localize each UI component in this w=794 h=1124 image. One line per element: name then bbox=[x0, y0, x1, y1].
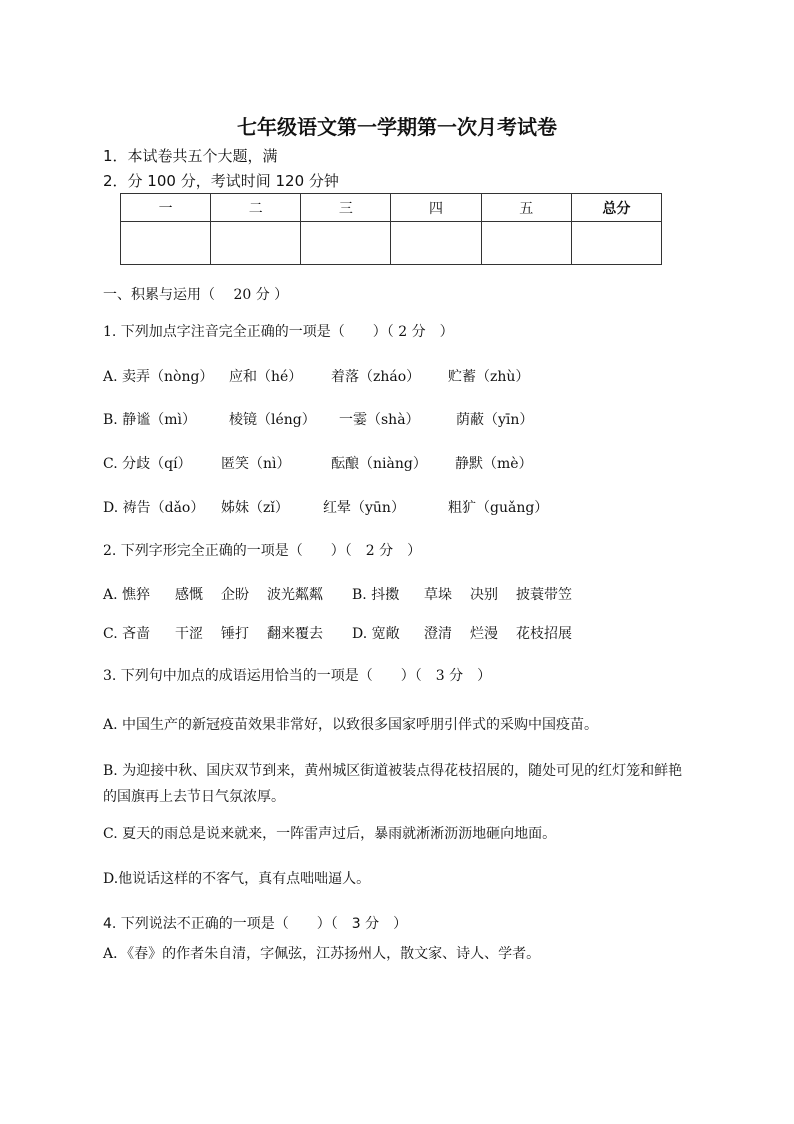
score-cell-2[interactable] bbox=[211, 222, 301, 265]
option-word: 波光粼粼 bbox=[267, 587, 323, 603]
option-word: 感慨 bbox=[175, 587, 203, 603]
question-1-stem: 1. 下列加点字注音完全正确的一项是（ ）（ 2 分 ） bbox=[103, 324, 454, 340]
option-word: 棱镜（léng） bbox=[229, 412, 316, 428]
option-word: 草垛 bbox=[424, 587, 452, 603]
question-1-option-a bbox=[103, 367, 529, 387]
option-word: B. 抖擞 bbox=[352, 587, 400, 603]
option-word: 贮蓄（zhù） bbox=[448, 369, 530, 385]
score-header-4: 四 bbox=[391, 194, 481, 222]
question-1-option-c bbox=[103, 454, 533, 474]
option-word: B. 静谧（mì） bbox=[103, 412, 196, 428]
option-word: 着落（zháo） bbox=[331, 369, 421, 385]
question-4-stem: 4. 下列说法不正确的一项是（ ）（ 3 分 ） bbox=[103, 916, 408, 932]
question-3-option-a: A. 中国生产的新冠疫苗效果非常好，以致很多国家呼朋引伴式的采购中国疫苗。 bbox=[103, 717, 599, 733]
option-word: 披蓑带笠 bbox=[516, 587, 572, 603]
option-word: C. 吝啬 bbox=[103, 626, 151, 642]
option-word: 锤打 bbox=[221, 626, 249, 642]
option-word: 粗犷（guǎng） bbox=[448, 500, 549, 516]
option-word: 烂漫 bbox=[470, 626, 498, 642]
question-3-option-b: B. 为迎接中秋、国庆双节到来，黄州城区街道被装点得花枝招展的，随处可见的红灯笼和鲜艳的国旗再上去节日气氛浓厚。 bbox=[103, 763, 683, 805]
option-word: 花枝招展 bbox=[516, 626, 572, 642]
option-word: 应和（hé） bbox=[229, 369, 303, 385]
option-word: D. 宽敞 bbox=[352, 626, 400, 642]
option-word: A. 卖弄（nòng） bbox=[103, 369, 214, 385]
option-word: 荫蔽（yīn） bbox=[456, 412, 534, 428]
question-3-option-d: D.他说话这样的不客气，真有点咄咄逼人。 bbox=[103, 871, 371, 887]
option-word: C. 分歧（qí） bbox=[103, 456, 192, 472]
page-title: 七年级语文第一学期第一次月考试卷 bbox=[237, 115, 557, 139]
option-word: 决别 bbox=[470, 587, 498, 603]
instruction-1: 1．本试卷共五个大题，满 bbox=[103, 147, 278, 165]
question-3-stem: 3. 下列句中加点的成语运用恰当的一项是（ ）（ 3 分 ） bbox=[103, 668, 492, 684]
score-header-total: 总分 bbox=[571, 194, 661, 222]
score-header-3: 三 bbox=[301, 194, 391, 222]
score-cell-1[interactable] bbox=[121, 222, 211, 265]
score-cell-total[interactable] bbox=[571, 222, 661, 265]
option-word: 翻来覆去 bbox=[267, 626, 323, 642]
score-table-header-row bbox=[121, 194, 662, 222]
option-word: 静默（mè） bbox=[455, 456, 533, 472]
question-1-option-b bbox=[103, 410, 533, 430]
score-header-1: 一 bbox=[121, 194, 211, 222]
option-word: D. 祷告（dǎo） bbox=[103, 500, 205, 516]
score-header-5: 五 bbox=[481, 194, 571, 222]
score-cell-5[interactable] bbox=[481, 222, 571, 265]
question-2-stem: 2. 下列字形完全正确的一项是（ ）（ 2 分 ） bbox=[103, 543, 422, 559]
option-word: 澄清 bbox=[424, 626, 452, 642]
score-table bbox=[120, 193, 662, 265]
question-4-option-a: A．《春》的作者朱自清，字佩弦，江苏扬州人，散文家、诗人、学者。 bbox=[103, 946, 541, 962]
option-word: 干涩 bbox=[175, 626, 203, 642]
score-cell-3[interactable] bbox=[301, 222, 391, 265]
option-word: 一霎（shà） bbox=[339, 412, 420, 428]
instruction-2: 2．分 100 分，考试时间 120 分钟 bbox=[103, 172, 339, 190]
option-word: 酝酿（niàng） bbox=[331, 456, 427, 472]
question-3-option-c: C. 夏天的雨总是说来就来，一阵雷声过后，暴雨就淅淅沥沥地砸向地面。 bbox=[103, 826, 557, 842]
option-word: 匿笑（nì） bbox=[221, 456, 291, 472]
option-word: 红晕（yūn） bbox=[323, 500, 405, 516]
score-header-2: 二 bbox=[211, 194, 301, 222]
option-word: A. 憔猝 bbox=[103, 587, 151, 603]
question-2-row-2 bbox=[103, 624, 572, 644]
question-2-row-1 bbox=[103, 585, 572, 605]
section-heading: 一、积累与运用（ 20 分 ） bbox=[103, 287, 289, 303]
option-word: 姊妹（zǐ） bbox=[221, 500, 289, 516]
score-cell-4[interactable] bbox=[391, 222, 481, 265]
question-1-option-d bbox=[103, 498, 548, 518]
option-word: 企盼 bbox=[221, 587, 249, 603]
score-table-input-row bbox=[121, 222, 662, 265]
